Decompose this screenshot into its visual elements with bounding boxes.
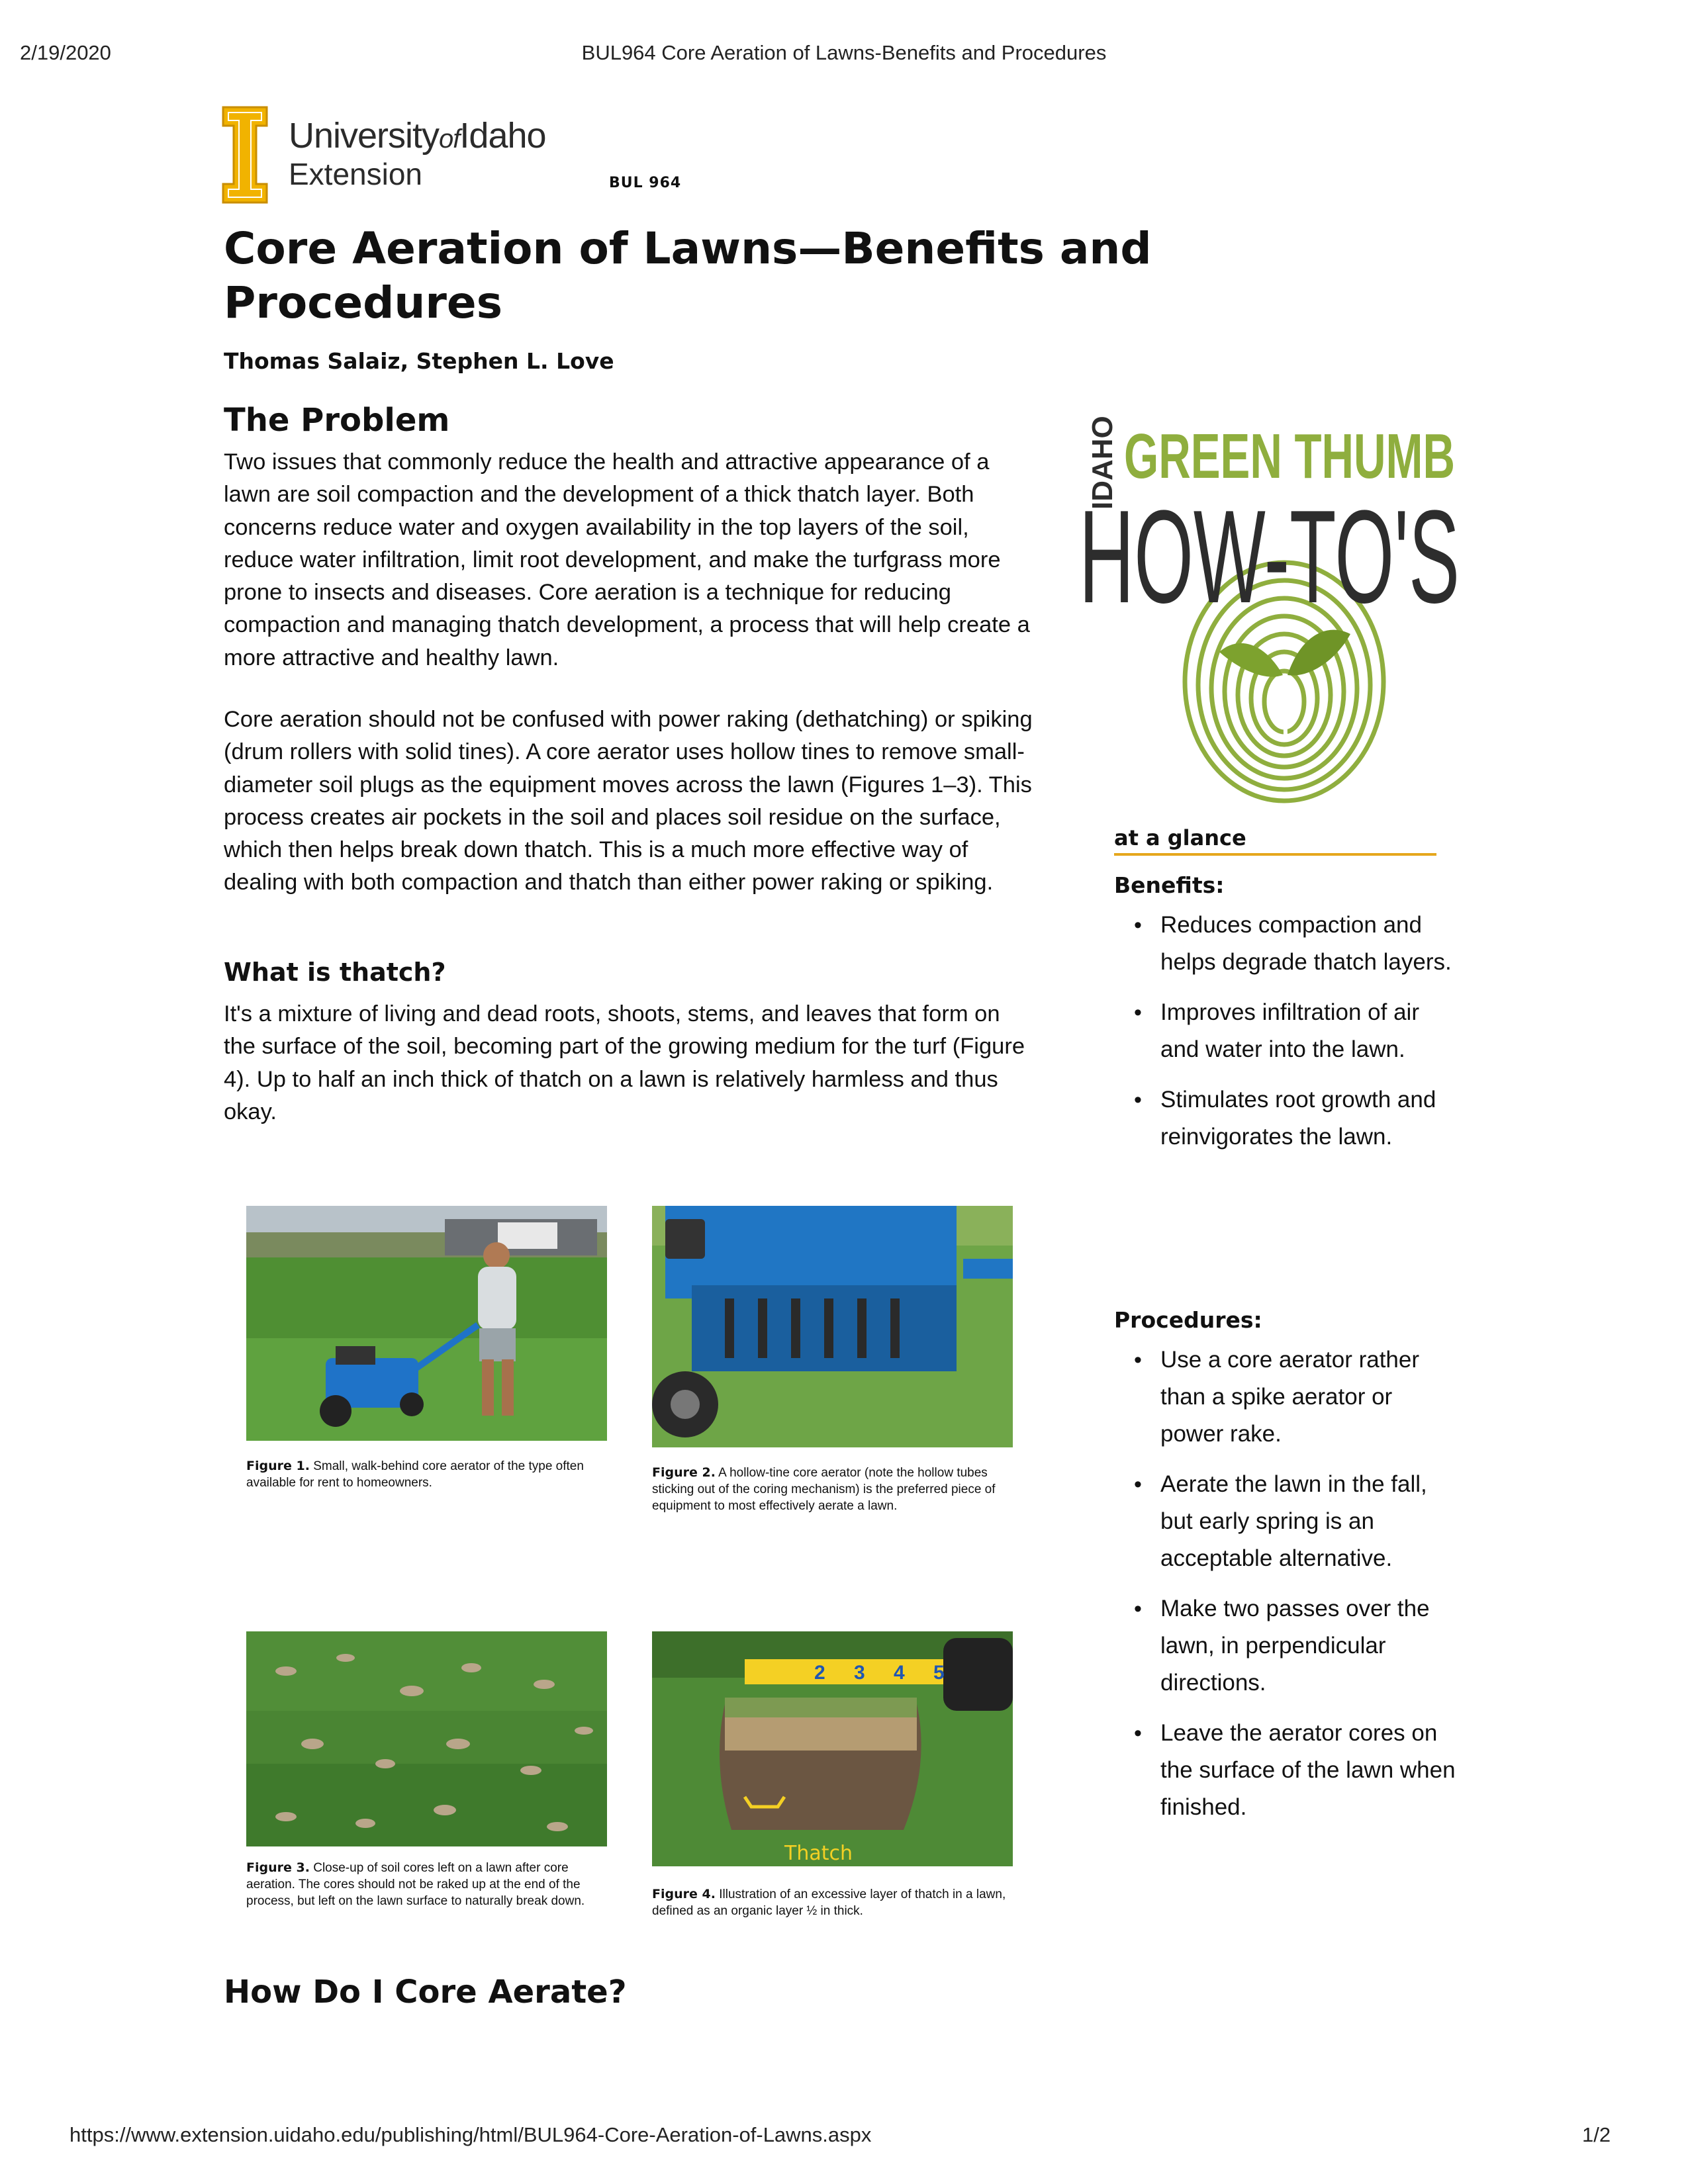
thatch-paragraph: It's a mixture of living and dead roots, shoots, stems, and leaves that form on the surface of the soil, becoming part of the growing medium for the turf (Figure 4). Up to half an inch thick of thatch on a lawn is relatively harmless and thus okay. (224, 1001, 1025, 1124)
figure-3-text: Close-up of soil cores left on a lawn after core aeration. The cores should not be raked up at the end of the process, but left on the lawn surface to naturally break down. (246, 1861, 585, 1908)
procedures-list (1114, 1342, 1458, 1839)
figure-4-label: Figure 4. (652, 1887, 716, 1901)
tape-number-4: 4 (894, 1662, 905, 1684)
figure-3-caption (246, 1860, 604, 1909)
idaho-i-logo-icon (222, 106, 268, 204)
tape-number-5: 5 (933, 1662, 945, 1684)
logo-extension: Extension (289, 157, 423, 191)
print-url: https://www.extension.uidaho.edu/publishing/html/BUL964-Core-Aeration-of-Lawns.aspx (70, 2123, 872, 2146)
logo-idaho-vertical: IDAHO (1086, 416, 1119, 510)
page-title: Core Aeration of Lawns—Benefits and Procedures (224, 223, 1152, 328)
figure-1-photo (246, 1206, 607, 1441)
logo-idaho: Idaho (459, 116, 546, 156)
logo-of: of (439, 124, 460, 154)
benefits-list (1114, 907, 1458, 1169)
figure-2-label: Figure 2. (652, 1465, 716, 1480)
benefit-item: • Improves infiltration of air and water into the lawn. (1114, 994, 1458, 1068)
figure-4-caption (652, 1886, 1013, 1919)
heading-how-do-i-core-aerate: How Do I Core Aerate? (224, 1974, 627, 2011)
tape-number-2: 2 (814, 1662, 825, 1684)
figure-3-photo (246, 1631, 607, 1846)
publication-code: BUL 964 (609, 175, 682, 191)
figure-4-text: Illustration of an excessive layer of thatch in a lawn, defined as an organic layer ½ in thick. (652, 1888, 1006, 1918)
procedure-item: • Use a core aerator rather than a spike aerator or power rake. (1114, 1342, 1458, 1453)
university-logo-text (289, 118, 546, 189)
figure-2-caption (652, 1465, 1013, 1514)
logo-how-tos: HOW-TO'S (1079, 483, 1460, 631)
procedure-item: • Aerate the lawn in the fall, but early spring is an acceptable alternative. (1114, 1466, 1458, 1577)
at-a-glance-heading: at a glance (1114, 825, 1436, 856)
thatch-label: Thatch (784, 1842, 853, 1865)
print-page-number: 1/2 (1582, 2123, 1611, 2146)
print-title: BUL964 Core Aeration of Lawns-Benefits and Procedures (581, 41, 1107, 64)
logo-green-thumb: GREEN THUMB (1124, 421, 1455, 492)
benefits-heading: Benefits: (1114, 872, 1225, 898)
procedures-heading: Procedures: (1114, 1307, 1262, 1333)
logo-university: University (289, 116, 440, 156)
heading-the-problem: The Problem (224, 402, 450, 439)
figure-2-photo (652, 1206, 1013, 1447)
figure-2-text: A hollow-tine core aerator (note the hollow tubes sticking out of the coring mechanism) is the preferred piece of equipment to most effectively aerate a lawn. (652, 1466, 996, 1513)
figure-1-caption (246, 1458, 604, 1491)
benefit-item: • Stimulates root growth and reinvigorates the lawn. (1114, 1081, 1458, 1156)
print-date: 2/19/2020 (20, 41, 111, 64)
benefit-item: • Reduces compaction and helps degrade thatch layers. (1114, 907, 1458, 981)
heading-what-is-thatch: What is thatch? (224, 958, 446, 987)
authors: Thomas Salaiz, Stephen L. Love (224, 348, 614, 374)
figure-4-photo (652, 1631, 1013, 1866)
figure-1-label: Figure 1. (246, 1459, 310, 1473)
tape-number-3: 3 (854, 1662, 865, 1684)
green-thumb-how-tos-logo-icon (1072, 390, 1470, 827)
procedure-item: • Leave the aerator cores on the surface of the lawn when finished. (1114, 1715, 1458, 1826)
problem-paragraph-1: Two issues that commonly reduce the health and attractive appearance of a lawn are soil compaction and the development of a thick thatch layer. Both concerns reduce water and oxygen availability in the top layers of the soil, reduce water infiltration, limit root development, and make the turfgrass more prone to insects and diseases. Core aeration is a technique for reducing compaction and managing thatch development, a process that will help create a more attractive and healthy lawn. (224, 449, 1030, 670)
problem-paragraph-2: Core aeration should not be confused with power raking (dethatching) or spiking (drum rollers with solid tines). A core aerator uses hollow tines to remove small-diameter soil plugs as the equipment moves across the lawn (Figures 1–3). This process creates air pockets in the soil and places soil residue on the surface, which then helps break down thatch. This is a much more effective way of dealing with both compaction and thatch than either power raking or spiking. (224, 707, 1033, 895)
figure-1-text: Small, walk-behind core aerator of the type often available for rent to homeowners. (246, 1459, 584, 1490)
procedure-item: • Make two passes over the lawn, in perpendicular directions. (1114, 1590, 1458, 1702)
figure-3-label: Figure 3. (246, 1860, 310, 1875)
